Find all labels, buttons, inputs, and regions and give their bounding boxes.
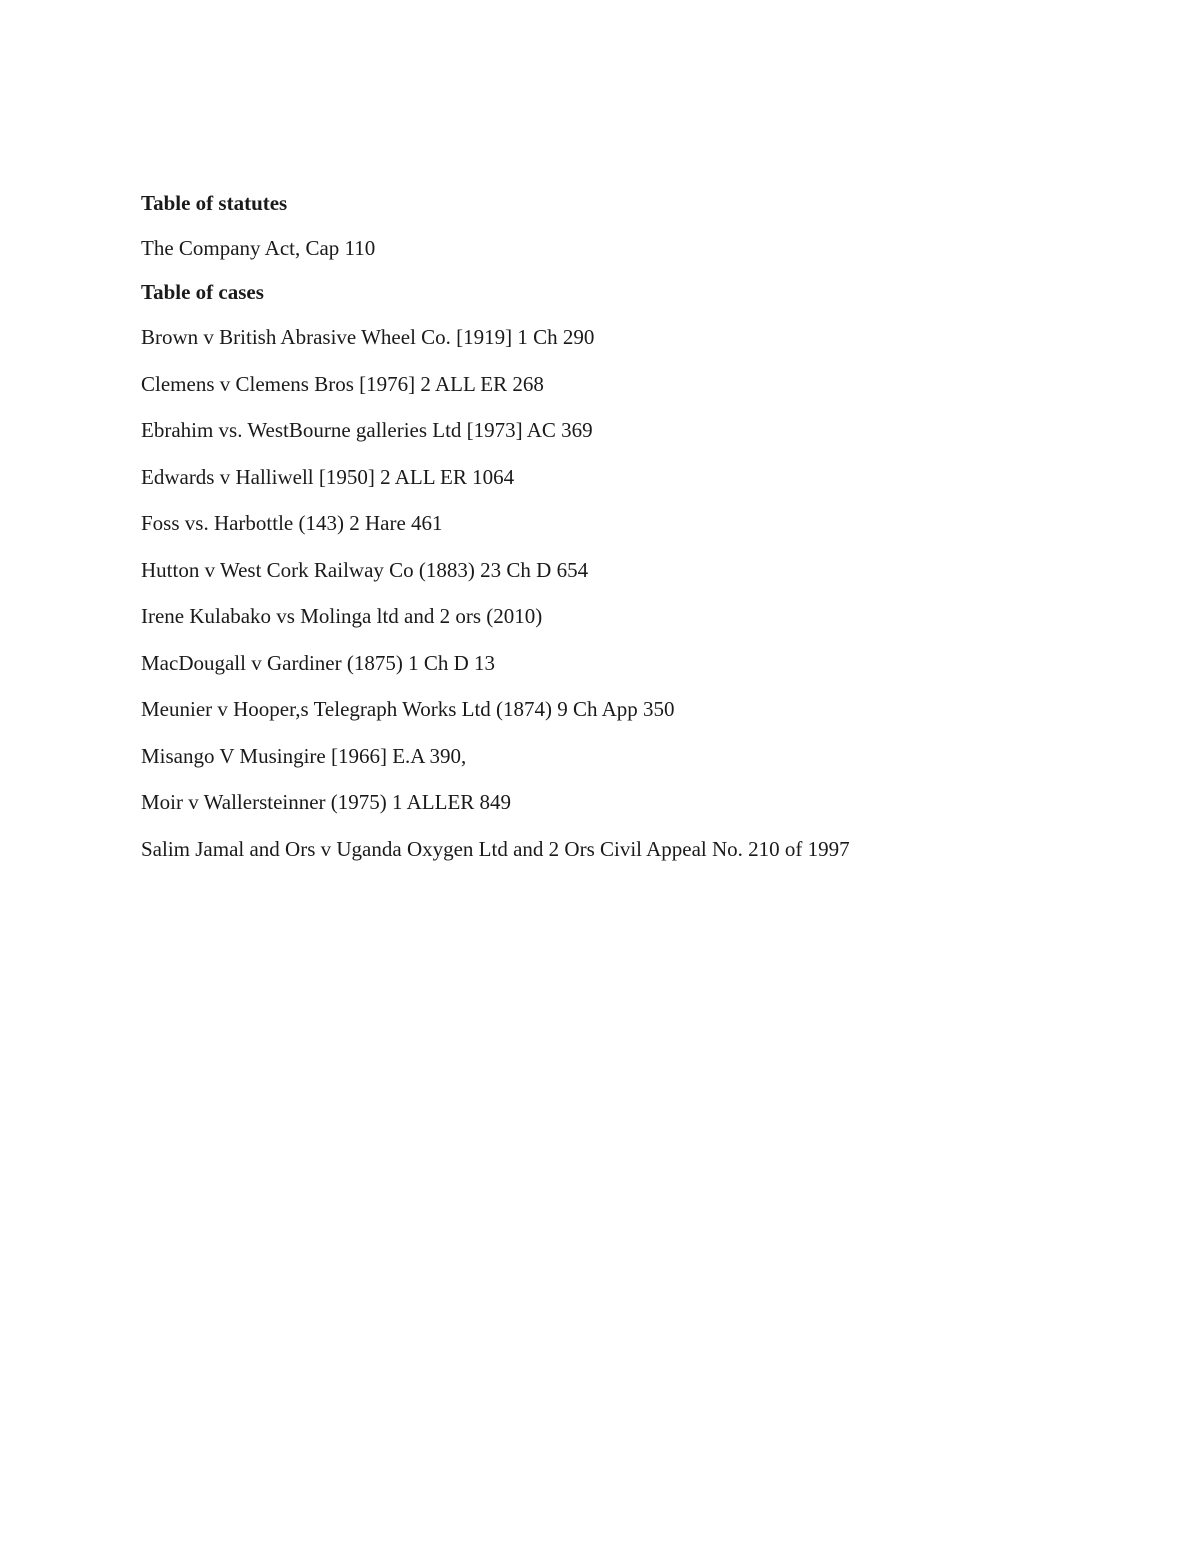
case-item: Irene Kulabako vs Molinga ltd and 2 ors (2010) xyxy=(141,604,543,628)
cases-heading: Table of cases xyxy=(141,280,264,304)
case-item: Clemens v Clemens Bros [1976] 2 ALL ER 268 xyxy=(141,371,544,396)
statutes-heading: Table of statutes xyxy=(141,191,288,215)
document-body xyxy=(141,188,1101,880)
case-item: MacDougall v Gardiner (1875) 1 Ch D 13 xyxy=(141,650,496,675)
case-item: Meunier v Hooper,s Telegraph Works Ltd (1874) 9 Ch App 350 xyxy=(141,697,675,721)
case-item: Misango V Musingire [1966] E.A 390, xyxy=(141,743,467,768)
cases-list xyxy=(141,322,1101,864)
case-item: Foss vs. Harbottle (143) 2 Hare 461 xyxy=(141,511,443,535)
case-item: Brown v British Abrasive Wheel Co. [1919] 1 Ch 290 xyxy=(141,325,595,349)
statute-item: The Company Act, Cap 110 xyxy=(141,236,376,260)
case-item: Moir v Wallersteinner (1975) 1 ALLER 849 xyxy=(141,790,512,814)
case-item: Salim Jamal and Ors v Uganda Oxygen Ltd and 2 Ors Civil Appeal No. 210 of 1997 xyxy=(141,836,850,861)
case-item: Edwards v Halliwell [1950] 2 ALL ER 1064 xyxy=(141,464,515,489)
case-item: Ebrahim vs. WestBourne galleries Ltd [1973] AC 369 xyxy=(141,418,593,442)
case-item: Hutton v West Cork Railway Co (1883) 23 Ch D 654 xyxy=(141,557,589,582)
